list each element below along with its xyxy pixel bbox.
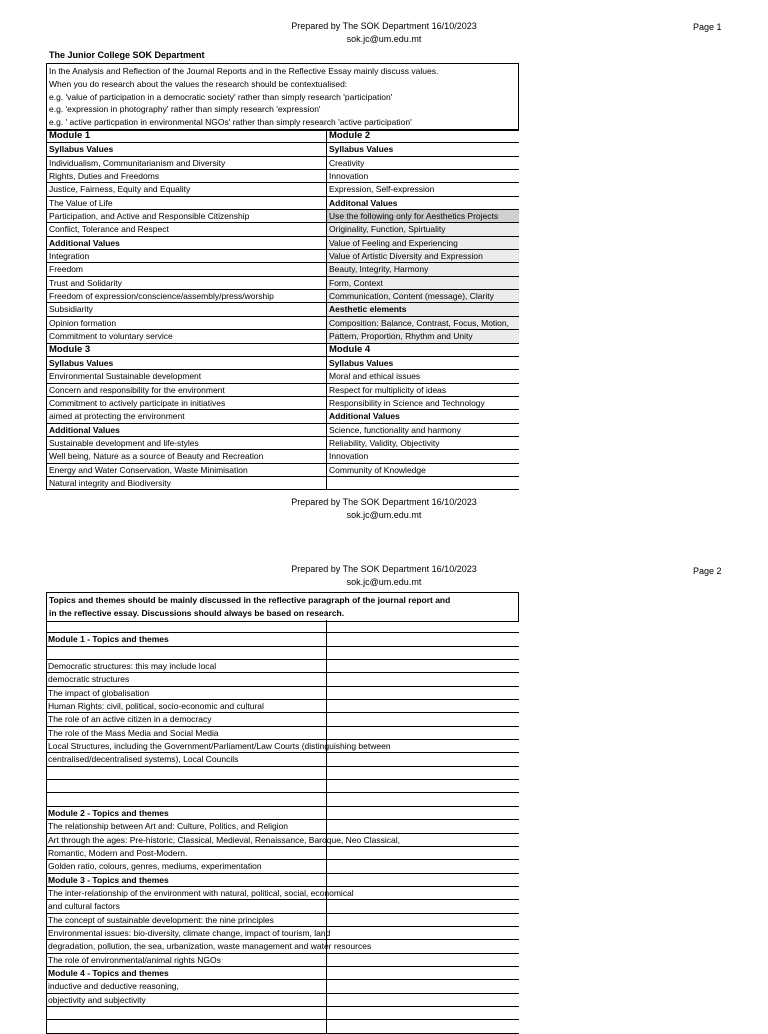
topics-row	[46, 727, 519, 740]
page2-number: Page 2	[693, 566, 722, 576]
module-heading: Module 3 - Topics and themes	[48, 874, 169, 885]
topics-row	[46, 820, 519, 833]
values-cell-right: Syllabus Values	[329, 357, 394, 368]
topics-cell-right	[327, 954, 519, 966]
topic-text: Romantic, Modern and Post-Modern.	[48, 847, 188, 858]
topic-text: Art through the ages: Pre-historic, Classical, Medieval, Renaissance, Baroque, Neo Classical,	[48, 834, 400, 845]
values-row	[46, 370, 519, 383]
intro-line: e.g. ' active particpation in environmental NGOs' rather than simply research 'active participation'	[49, 117, 412, 128]
topic-text: The role of an active citizen in a democracy	[48, 714, 212, 725]
values-cell-right: Syllabus Values	[329, 144, 394, 155]
values-row	[46, 143, 519, 156]
values-row	[46, 197, 519, 210]
values-cell-right: Community of Knowledge	[329, 464, 426, 475]
topics-cell-right	[327, 793, 519, 805]
topics-cell-left	[46, 647, 327, 659]
page1-number: Page 1	[693, 22, 722, 32]
topics-table	[46, 620, 519, 1034]
topics-cell-right	[327, 620, 519, 632]
values-row	[46, 397, 519, 410]
page2-header	[0, 563, 768, 589]
topics-row	[46, 927, 519, 940]
values-cell-left: Opinion formation	[46, 317, 327, 329]
values-cell-right	[327, 477, 519, 489]
topics-row	[46, 847, 519, 860]
topics-row	[46, 620, 519, 633]
values-cell-left: Additional Values	[46, 424, 327, 436]
topic-text: Democratic structures: this may include local	[48, 661, 217, 672]
topics-cell-right	[327, 713, 519, 725]
topics-cell-right	[327, 994, 519, 1006]
intro-line: e.g. 'expression in photography' rather than simply research 'expression'	[49, 104, 321, 115]
values-cell-left: Module 3	[46, 344, 327, 356]
page2-intro-box	[46, 592, 519, 622]
values-cell-left: Environmental Sustainable development	[46, 370, 327, 382]
values-row	[46, 277, 519, 290]
topics-cell-right	[327, 727, 519, 739]
values-cell-right: Beauty, Integrity, Harmony	[327, 263, 519, 275]
values-row	[46, 477, 519, 490]
topics-cell-right	[327, 914, 519, 926]
values-cell-right: Expression, Self-expression	[329, 184, 435, 195]
topics-cell-left	[46, 793, 327, 805]
topics-row	[46, 687, 519, 700]
values-row	[46, 424, 519, 437]
topics-row	[46, 887, 519, 900]
values-cell-right: Aesthetic elements	[327, 303, 519, 315]
topics-cell-right	[327, 673, 519, 685]
topics-cell-right	[327, 874, 519, 886]
topics-row	[46, 874, 519, 887]
values-cell-right: Moral and ethical issues	[329, 371, 421, 382]
values-cell-left: The Value of Life	[46, 197, 327, 209]
topics-row	[46, 700, 519, 713]
topic-text: The inter-relationship of the environment with natural, political, social, economical	[48, 887, 354, 898]
values-row	[46, 317, 519, 330]
topics-cell-right	[327, 900, 519, 912]
values-cell-left: Sustainable development and life-styles	[46, 437, 327, 449]
values-cell-left: aimed at protecting the environment	[46, 410, 327, 422]
topics-cell-right	[327, 807, 519, 819]
values-cell-right: Additional Values	[329, 411, 400, 422]
values-cell-right: Innovation	[329, 171, 369, 182]
values-cell-left: Commitment to voluntary service	[46, 330, 327, 342]
topic-text: and cultural factors	[48, 901, 120, 912]
page1-footer-line1: Prepared by The SOK Department 16/10/2023	[291, 497, 477, 507]
topics-cell-left	[46, 1020, 327, 1032]
topic-text: Local Structures, including the Government/Parliament/Law Courts (distinguishing between	[48, 741, 391, 752]
values-cell-left: Conflict, Tolerance and Respect	[46, 223, 327, 235]
topics-row	[46, 834, 519, 847]
values-row	[46, 437, 519, 450]
values-cell-left: Syllabus Values	[46, 143, 327, 155]
topics-row	[46, 914, 519, 927]
topics-cell-right	[327, 660, 519, 672]
intro-line: in the reflective essay. Discussions should always be based on research.	[49, 607, 345, 618]
topics-row	[46, 980, 519, 993]
values-cell-left: Well being, Nature as a source of Beauty and Recreation	[46, 450, 327, 462]
topics-row	[46, 767, 519, 780]
topics-cell-right	[327, 887, 519, 899]
values-cell-right: Reliability, Validity, Objectivity	[329, 437, 440, 448]
topics-row	[46, 713, 519, 726]
topics-row	[46, 1020, 519, 1033]
intro-line: When you do research about the values the research should be contextualised:	[49, 78, 348, 89]
topics-cell-right	[327, 700, 519, 712]
page1-footer-email: sok.jc@um.edu.mt	[346, 510, 422, 520]
values-row	[46, 303, 519, 316]
topics-row	[46, 780, 519, 793]
values-cell-left: Additional Values	[46, 237, 327, 249]
topics-cell-right	[327, 980, 519, 992]
topics-cell-right	[327, 847, 519, 859]
values-cell-right: Module 4	[329, 343, 371, 355]
intro-line: In the Analysis and Reflection of the Journal Reports and in the Reflective Essay mainly discuss values.	[49, 66, 439, 76]
values-cell-right: Respect for multiplicity of ideas	[329, 384, 447, 395]
values-cell-left: Natural integrity and Biodiversity	[46, 477, 327, 489]
topics-cell-left	[46, 780, 327, 792]
topic-text: Environmental issues: bio-diversity, climate change, impact of tourism, land	[48, 927, 331, 938]
values-row	[46, 250, 519, 263]
topic-text: Golden ratio, colours, genres, mediums, experimentation	[48, 861, 262, 872]
values-cell-left: Module 1	[46, 130, 327, 142]
page1-header-line1: Prepared by The SOK Department 16/10/2023	[291, 21, 477, 31]
topics-cell-left	[46, 767, 327, 779]
values-row	[46, 170, 519, 183]
page1-intro-box	[46, 63, 519, 131]
topics-cell-right	[327, 820, 519, 832]
values-cell-left: Energy and Water Conservation, Waste Minimisation	[46, 464, 327, 476]
values-row	[46, 157, 519, 170]
module-heading: Module 2 - Topics and themes	[48, 807, 169, 818]
topics-row	[46, 647, 519, 660]
topic-text: democratic structures	[48, 674, 130, 685]
topics-row	[46, 673, 519, 686]
values-cell-left: Subsidiarity	[46, 303, 327, 315]
values-cell-right: Use the following only for Aesthetics Projects	[327, 210, 519, 222]
values-row	[46, 450, 519, 463]
values-cell-right: Originality, Function, Spirtuality	[327, 223, 519, 235]
values-cell-right: Additonal Values	[329, 197, 398, 208]
page2-header-email: sok.jc@um.edu.mt	[346, 577, 422, 587]
topics-cell-left	[46, 1007, 327, 1019]
topics-cell-right	[327, 860, 519, 872]
values-cell-left: Individualism, Communitarianism and Diversity	[46, 157, 327, 169]
page1-header	[0, 20, 768, 46]
topic-text: The role of environmental/animal rights NGOs	[48, 954, 221, 965]
topics-cell-right	[327, 1007, 519, 1019]
values-row	[46, 464, 519, 477]
topic-text: The impact of globalisation	[48, 687, 150, 698]
values-row	[46, 223, 519, 236]
values-row	[46, 210, 519, 223]
topics-cell-right	[327, 780, 519, 792]
topics-row	[46, 900, 519, 913]
topic-text: The relationship between Art and: Culture, Politics, and Religion	[48, 821, 289, 832]
values-cell-right: Creativity	[329, 157, 365, 168]
values-cell-left: Trust and Solidarity	[46, 277, 327, 289]
values-cell-left: Concern and responsibility for the environment	[46, 384, 327, 396]
topics-row	[46, 807, 519, 820]
module-heading: Module 4 - Topics and themes	[48, 967, 169, 978]
topics-cell-right	[327, 927, 519, 939]
topics-row	[46, 860, 519, 873]
values-row	[46, 237, 519, 250]
topic-text: Human Rights: civil, political, socio-economic and cultural	[48, 701, 264, 712]
topics-row	[46, 740, 519, 753]
values-cell-right: Value of Feeling and Experiencing	[327, 237, 519, 249]
topic-text: The role of the Mass Media and Social Media	[48, 727, 219, 738]
values-cell-right: Responsibility in Science and Technology	[329, 397, 485, 408]
department-title: The Junior College SOK Department	[49, 50, 205, 60]
topics-cell-right	[327, 633, 519, 645]
topics-cell-right	[327, 1020, 519, 1032]
values-cell-right: Value of Artistic Diversity and Expression	[327, 250, 519, 262]
values-row	[46, 290, 519, 303]
values-row	[46, 357, 519, 370]
values-cell-left: Freedom of expression/conscience/assembly/press/worship	[46, 290, 327, 302]
topics-row	[46, 660, 519, 673]
values-row	[46, 410, 519, 423]
topics-row	[46, 1007, 519, 1020]
topics-row	[46, 633, 519, 646]
values-cell-left: Commitment to actively participate in initiatives	[46, 397, 327, 409]
module-heading: Module 1 - Topics and themes	[48, 634, 169, 645]
topic-text: The concept of sustainable development: the nine principles	[48, 914, 274, 925]
values-cell-right: Module 2	[329, 130, 371, 141]
topic-text: degradation, pollution, the sea, urbanization, waste management and water resources	[48, 941, 372, 952]
topics-row	[46, 994, 519, 1007]
topic-text: centralised/decentralised systems), Local Councils	[48, 754, 239, 765]
topics-row	[46, 954, 519, 967]
page1-header-email: sok.jc@um.edu.mt	[346, 34, 422, 44]
topics-row	[46, 753, 519, 766]
values-cell-left: Freedom	[46, 263, 327, 275]
values-cell-left: Rights, Duties and Freedoms	[46, 170, 327, 182]
topics-cell-left	[46, 620, 327, 632]
topics-cell-right	[327, 767, 519, 779]
topics-row	[46, 940, 519, 953]
values-table	[46, 129, 519, 490]
intro-line: e.g. 'value of participation in a democratic society' rather than simply research 'participation'	[49, 91, 393, 102]
topic-text: inductive and deductive reasoning,	[48, 981, 179, 992]
values-cell-right: Science, functionality and harmony	[329, 424, 461, 435]
values-cell-right: Form, Context	[327, 277, 519, 289]
values-row	[46, 183, 519, 196]
values-cell-left: Syllabus Values	[46, 357, 327, 369]
page2-header-line1: Prepared by The SOK Department 16/10/2023	[291, 564, 477, 574]
values-cell-right: Innovation	[329, 451, 369, 462]
values-cell-right: Communication, Content (message), Clarity	[327, 290, 519, 302]
values-cell-left: Justice, Fairness, Equity and Equality	[46, 183, 327, 195]
intro-line: Topics and themes should be mainly discussed in the reflective paragraph of the journal report and	[49, 595, 451, 605]
values-cell-left: Integration	[46, 250, 327, 262]
topics-cell-right	[327, 687, 519, 699]
values-row	[46, 330, 519, 343]
values-row	[46, 130, 519, 143]
values-row	[46, 384, 519, 397]
topics-row	[46, 967, 519, 980]
values-row	[46, 263, 519, 276]
values-row	[46, 344, 519, 357]
topics-cell-right	[327, 753, 519, 765]
topic-text: objectivity and subjectivity	[48, 994, 146, 1005]
values-cell-right: Composition: Balance, Contrast, Focus, Motion,	[327, 317, 519, 329]
page1-footer	[0, 496, 768, 522]
topics-row	[46, 793, 519, 806]
topics-cell-right	[327, 967, 519, 979]
values-cell-right: Pattern, Proportion, Rhythm and Unity	[327, 330, 519, 342]
topics-cell-right	[327, 647, 519, 659]
values-cell-left: Participation, and Active and Responsible Citizenship	[46, 210, 327, 222]
